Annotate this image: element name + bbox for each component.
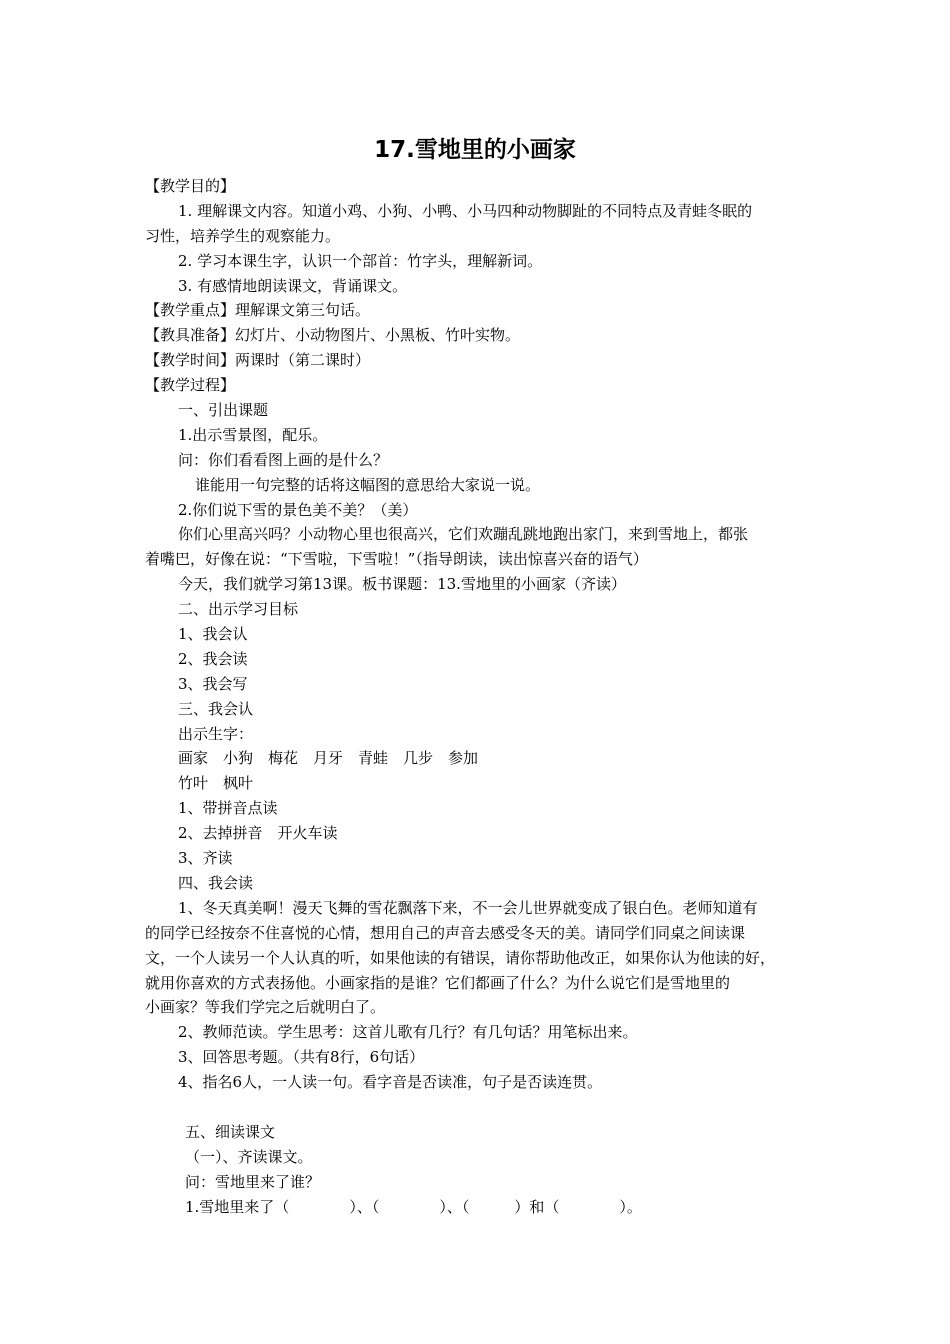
text-line: 3. 有感情地朗读课文，背诵课文。 xyxy=(178,276,408,295)
text-line: 2. 学习本课生字，认识一个部首：竹字头，理解新词。 xyxy=(178,251,543,270)
text-line: （一）、齐读课文。 xyxy=(185,1147,313,1166)
text-line: 【教学重点】理解课文第三句话。 xyxy=(145,301,371,320)
text-line: 谁能用一句完整的话将这幅图的意思给大家说一说。 xyxy=(195,475,541,494)
text-line: 【教学时间】两课时（第二课时） xyxy=(145,351,371,370)
text-line: 【教学过程】 xyxy=(145,376,236,395)
text-line: 就用你喜欢的方式表扬他。小画家指的是谁？它们都画了什么？为什么说它们是雪地里的 xyxy=(145,973,731,992)
text-line: 二、出示学习目标 xyxy=(178,600,299,619)
lesson-plan-section xyxy=(145,174,815,1095)
text-line: 1、我会认 xyxy=(178,625,248,644)
text-line: 你们心里高兴吗？小动物心里也很高兴，它们欢蹦乱跳地跑出家门，来到雪地上，都张 xyxy=(178,525,749,544)
text-line: 画家 小狗 梅花 月牙 青蛙 几步 参加 xyxy=(178,749,479,768)
document-title: 17.雪地里的小画家 xyxy=(374,137,576,163)
text-line: 一、引出课题 xyxy=(178,401,269,420)
text-line: 2、教师范读。学生思考：这首儿歌有几行？有几句话？用笔标出来。 xyxy=(178,1023,638,1042)
text-line: 3、我会写 xyxy=(178,674,248,693)
text-line: 2.你们说下雪的景色美不美？（美） xyxy=(178,500,418,519)
text-line: 2、去掉拼音 开火车读 xyxy=(178,824,338,843)
text-line: 4、指名6人，一人读一句。看字音是否读准，句子是否读连贯。 xyxy=(178,1073,603,1092)
text-line: 3、回答思考题。（共有8行，6句话） xyxy=(178,1048,425,1067)
text-line: 的同学已经按奈不住喜悦的心情，想用自己的声音去感受冬天的美。请同学们同桌之间读课 xyxy=(145,923,746,942)
text-line: 1、带拼音点读 xyxy=(178,799,278,818)
text-line: 1.雪地里来了（ ）、（ ）、（ ）和（ ）。 xyxy=(185,1197,642,1216)
text-line: 3、齐读 xyxy=(178,849,233,868)
text-line: 小画家？等我们学完之后就明白了。 xyxy=(145,998,386,1017)
text-line: 竹叶 枫叶 xyxy=(178,774,254,793)
text-line: 出示生字： xyxy=(178,724,254,743)
text-line: 今天，我们就学习第13课。板书课题：13.雪地里的小画家（齐读） xyxy=(178,575,626,594)
text-line: 文，一个人读另一个人认真的听，如果他读的有错误，请你帮助他改正，如果你认为他读的好， xyxy=(145,948,776,967)
reading-section xyxy=(145,1120,815,1220)
text-line: 【教学目的】 xyxy=(145,177,236,195)
text-line: 1、冬天真美啊！漫天飞舞的雪花飘落下来，不一会儿世界就变成了银白色。老师知道有 xyxy=(178,898,758,917)
text-line: 问：雪地里来了谁？ xyxy=(185,1172,321,1191)
text-line: 问：你们看看图上画的是什么？ xyxy=(178,450,389,469)
text-line: 五、细读课文 xyxy=(185,1122,276,1141)
text-line: 四、我会读 xyxy=(178,873,254,892)
text-line: 1. 理解课文内容。知道小鸡、小狗、小鸭、小马四种动物脚趾的不同特点及青蛙冬眠的 xyxy=(178,201,753,220)
text-line: 习性，培养学生的观察能力。 xyxy=(145,226,341,245)
text-line: 三、我会认 xyxy=(178,699,254,718)
text-line: 2、我会读 xyxy=(178,649,248,668)
paragraph-gap xyxy=(145,1095,815,1120)
text-line: 【教具准备】幻灯片、小动物图片、小黑板、竹叶实物。 xyxy=(145,326,521,345)
document-body xyxy=(145,174,815,1219)
text-line: 着嘴巴，好像在说：“下雪啦，下雪啦！”（指导朗读，读出惊喜兴奋的语气） xyxy=(145,550,648,569)
text-line: 1.出示雪景图，配乐。 xyxy=(178,425,328,444)
